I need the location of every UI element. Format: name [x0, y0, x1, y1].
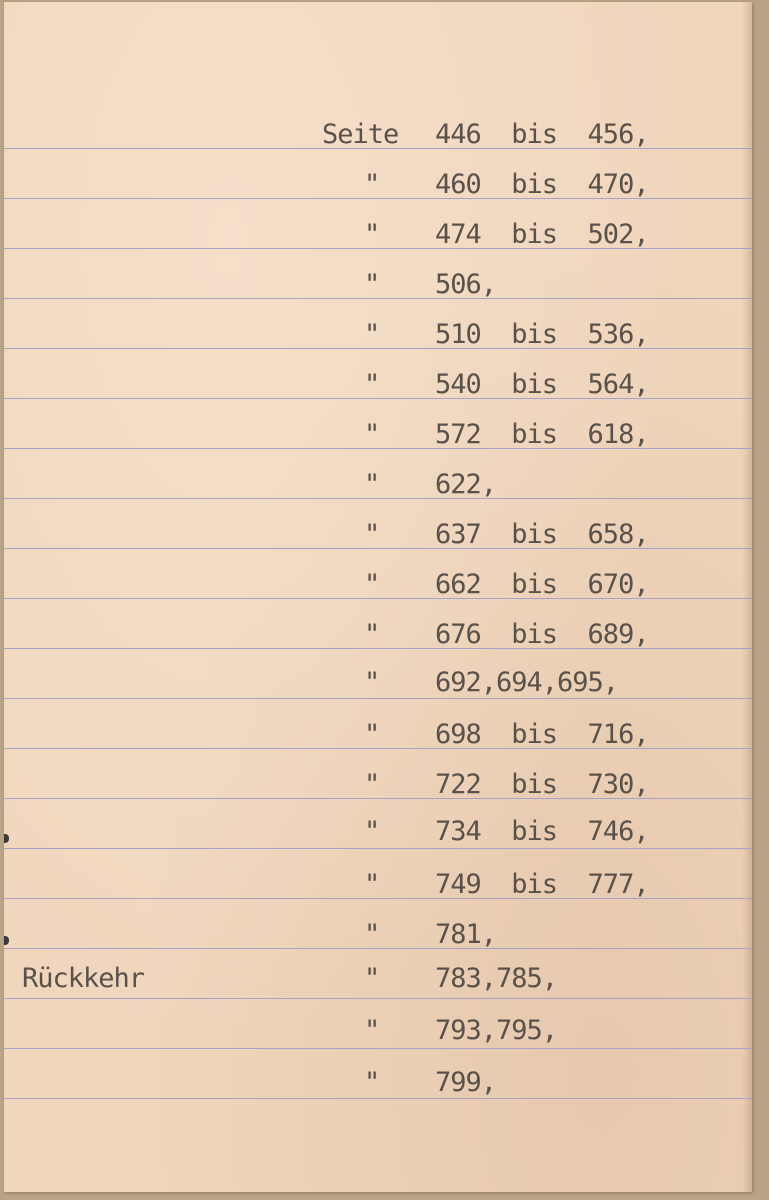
row-mark: " [364, 469, 380, 500]
row-mark: " [364, 319, 380, 350]
row-pages: 749 bis 777, [435, 869, 649, 900]
row-pages: 460 bis 470, [435, 169, 649, 200]
row-pages: 540 bis 564, [435, 369, 649, 400]
row-mark: " [364, 169, 380, 200]
row-pages: 783,785, [435, 963, 558, 994]
row-mark: " [364, 769, 380, 800]
row-mark: " [364, 1067, 380, 1098]
row-mark: " [364, 919, 380, 950]
row-pages: 781, [435, 919, 497, 950]
row-pages: 474 bis 502, [435, 219, 649, 250]
row-pages: 722 bis 730, [435, 769, 649, 800]
ruled-line [4, 698, 752, 699]
row-mark: " [364, 1015, 380, 1046]
ruled-line [4, 998, 752, 999]
row-mark: " [364, 667, 380, 698]
ruled-line [4, 848, 752, 849]
row-mark: " [364, 963, 380, 994]
row-pages: 676 bis 689, [435, 619, 649, 650]
row-pages: 637 bis 658, [435, 519, 649, 550]
row-mark: " [364, 816, 380, 847]
row-mark: " [364, 869, 380, 900]
row-mark: " [364, 719, 380, 750]
row-mark: " [364, 519, 380, 550]
row-pages: 793,795, [435, 1015, 558, 1046]
row-pages: 572 bis 618, [435, 419, 649, 450]
row-pages: 692,694,695, [435, 667, 619, 698]
row-pages: 622, [435, 469, 497, 500]
row-mark: " [364, 269, 380, 300]
margin-note-rueckkehr: Rückkehr [22, 963, 145, 994]
row-pages: 510 bis 536, [435, 319, 649, 350]
row-pages: 799, [435, 1067, 497, 1098]
binder-hole [4, 936, 9, 945]
page-edge-shadow [742, 2, 752, 1192]
row-pages: 446 bis 456, [435, 119, 649, 150]
ruled-line [4, 1098, 752, 1099]
row-pages: 734 bis 746, [435, 816, 649, 847]
row-mark: " [364, 369, 380, 400]
binder-hole [4, 834, 9, 843]
row-mark: " [364, 419, 380, 450]
row-mark: Seite [322, 119, 399, 150]
row-mark: " [364, 619, 380, 650]
row-mark: " [364, 219, 380, 250]
ruled-line [4, 1048, 752, 1049]
document-page [4, 2, 752, 1192]
row-mark: " [364, 569, 380, 600]
row-pages: 698 bis 716, [435, 719, 649, 750]
row-pages: 506, [435, 269, 497, 300]
row-pages: 662 bis 670, [435, 569, 649, 600]
